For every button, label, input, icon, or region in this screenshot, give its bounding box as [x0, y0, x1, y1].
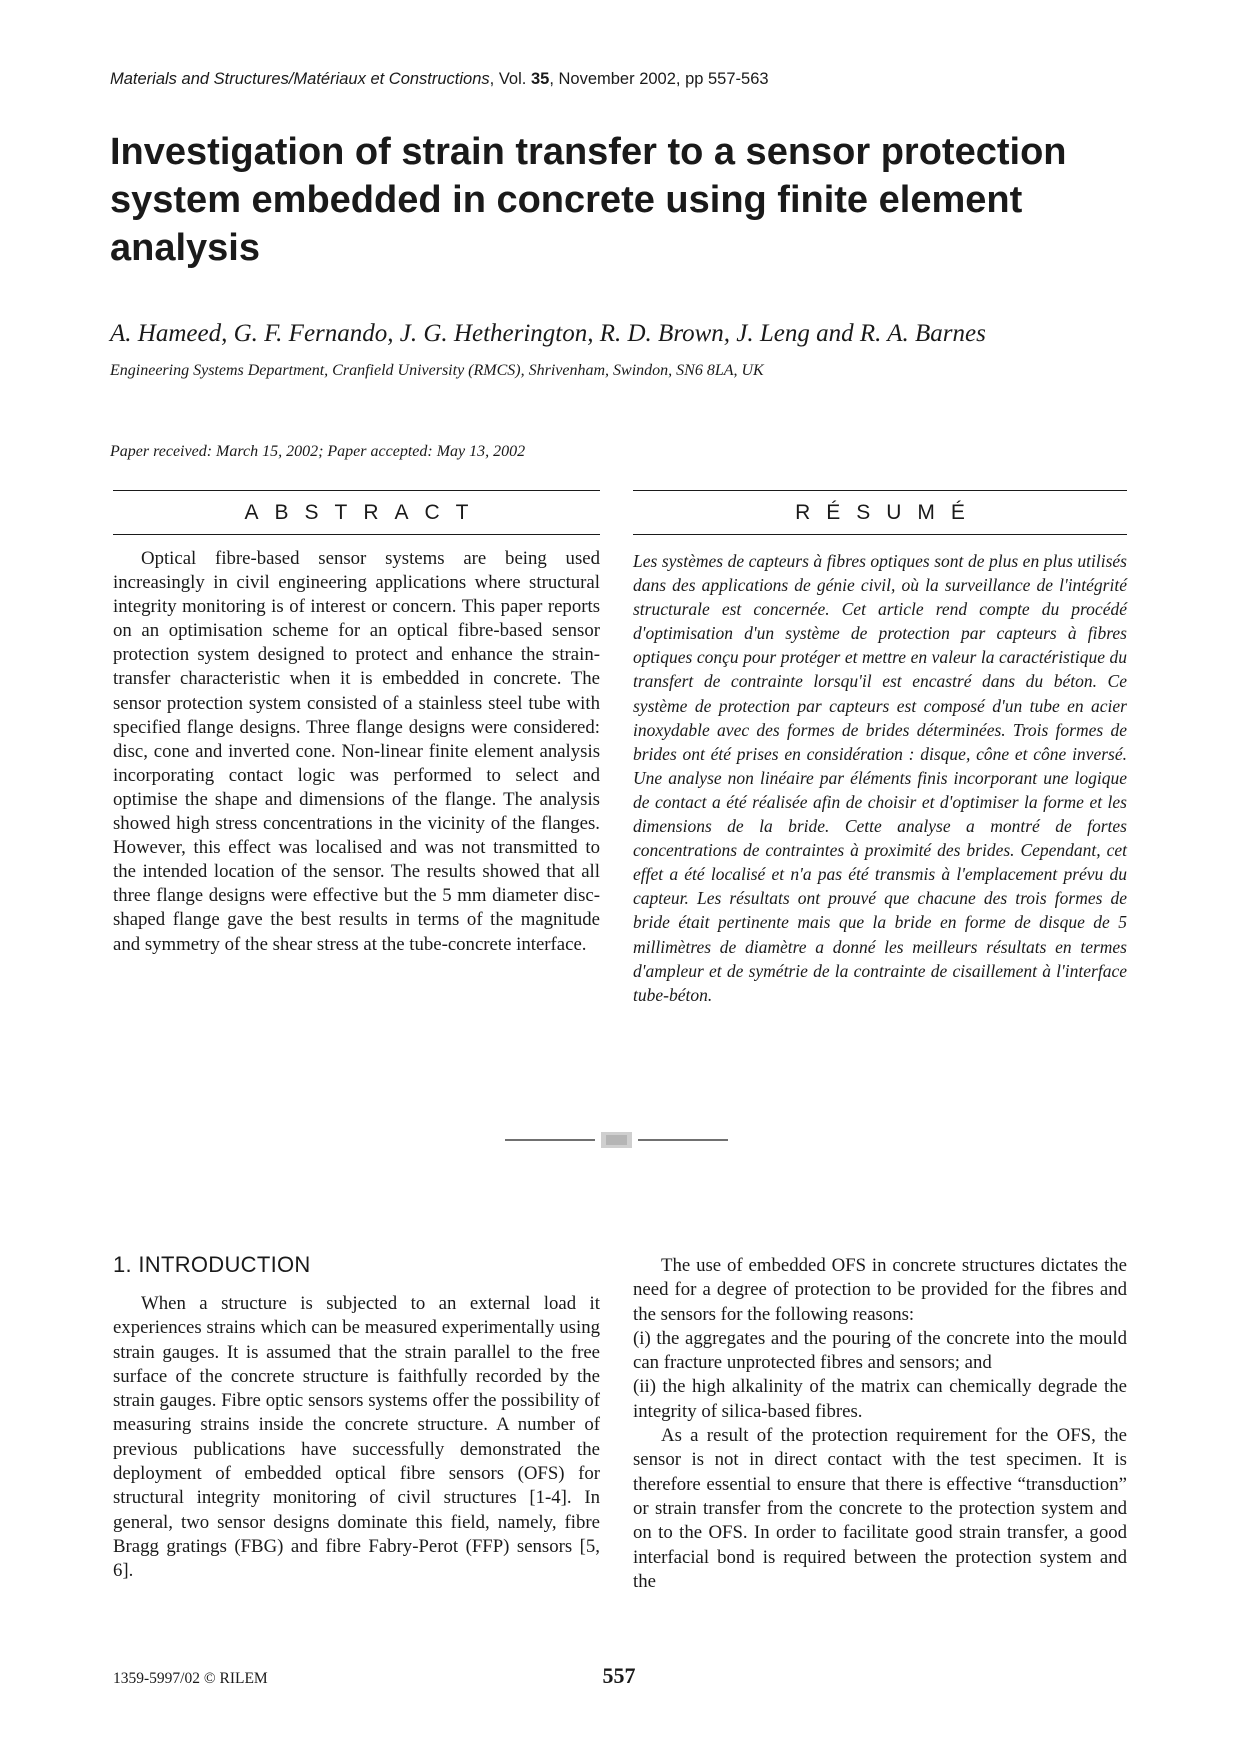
introduction-paragraph-1: When a structure is subjected to an external load it experiences strains which can be measured experimentally using strain gauges. It is assumed that the strain parallel to the free surface of the concrete structure is faithfully recorded by the strain gauges. Fibre optic sensors systems offer the possibility of measuring strains inside the concrete structure. A number of previous publications have successfully demonstrated the deployment of embedded optical fibre sensors (OFS) for structural integrity monitoring of civil structures [1-4]. In general, two sensor designs dominate this field, namely, fibre Bragg gratings (FBG) and fibre Fabry-Perot (FFP) sensors [5, 6].: [113, 1293, 600, 1582]
journal-name: Materials and Structures/Matériaux et Constructions: [110, 70, 490, 88]
author-list: A. Hameed, G. F. Fernando, J. G. Hetherington, R. D. Brown, J. Leng and R. A. Barnes: [110, 320, 986, 347]
section-divider-ornament: [505, 1130, 728, 1150]
volume-number: 35: [530, 70, 550, 88]
reason-item-2: (ii) the high alkalinity of the matrix can chemically degrade the integrity of silica-based fibres.: [633, 1376, 1127, 1422]
resume-body: Les systèmes de capteurs à fibres optiques sont de plus en plus utilisés dans des applications de génie civil, où la surveillance de l'intégrité structurale est concernée. Cet article rend compte du procédé d'optimisation d'un système de protection par capteurs à fibres optiques conçu pour protéger et mettre en valeur la caractéristique du transfert de contrainte lorsqu'il est encastré dans du béton. Ce système de protection par capteurs est composé d'un tube en acier inoxydable avec des formes de brides déterminées. Trois formes de brides ont été prises en considération : disque, cône et cône inversé. Une analyse non linéaire par éléments finis incorporant une logique de contact a été réalisée afin de choisir et d'optimiser la forme et les dimensions de la bride. Cette analyse a montré de fortes concentrations de contraintes à proximité des brides. Cependant, cet effet a été localisé et n'a pas été transmis à l'emplacement prévu du capteur. Les résultats ont prouvé que chacune des trois formes de bride était pertinente mais que la bride en forme de disque de 5 millimètres de diamètre a donné les meilleurs résultats en termes d'ampleur et de symétrie de la contrainte de cisaillement à l'interface tube-béton.: [633, 551, 1127, 1005]
issue-pages: , November 2002, pp 557-563: [549, 70, 769, 88]
journal-citation: [110, 70, 1110, 89]
abstract-heading-text: ABSTRACT: [244, 500, 485, 524]
reason-item-1: (i) the aggregates and the pouring of the concrete into the mould can fracture unprotected fibres and sensors; and: [633, 1327, 1127, 1374]
paper-dates: Paper received: March 15, 2002; Paper accepted: May 13, 2002: [110, 443, 526, 460]
issn-copyright: 1359-5997/02 © RILEM: [113, 1670, 268, 1687]
resume-heading: [633, 490, 1127, 535]
volume-prefix: , Vol.: [489, 70, 527, 88]
resume-heading-text: RÉSUMÉ: [795, 500, 981, 524]
abstract-heading: [113, 490, 600, 535]
introduction-heading: 1. INTRODUCTION: [113, 1252, 311, 1277]
abstract-body: Optical fibre-based sensor systems are being used increasingly in civil engineering applications where structural integrity monitoring is of interest or concern. This paper reports on an optimisation scheme for an optical fibre-based sensor protection system designed to protect and enhance the strain-transfer characteristic when it is embedded in concrete. The sensor protection system consisted of a stainless steel tube with specified flange designs. Three flange designs were considered: disc, cone and inverted cone. Non-linear finite element analysis incorporating contact logic was performed to select and optimise the shape and dimensions of the flange. The analysis showed high stress concentrations in the vicinity of the flanges. However, this effect was localised and was not transmitted to the intended location of the sensor. The results showed that all three flange designs were effective but the 5 mm diameter disc-shaped flange gave the best results in terms of the magnitude and symmetry of the shear stress at the tube-concrete interface.: [113, 548, 600, 955]
paper-title: Investigation of strain transfer to a sensor protection system embedded in concrete using finite element analysis: [110, 131, 1067, 269]
introduction-paragraph-2: The use of embedded OFS in concrete structures dictates the need for a degree of protection to be provided for the fibres and the sensors for the following reasons:: [633, 1255, 1127, 1325]
affiliation: Engineering Systems Department, Cranfield University (RMCS), Shrivenham, Swindon, SN6 8LA, UK: [110, 362, 764, 379]
introduction-right-column: [633, 1254, 1127, 1594]
page-number: 557: [602, 1663, 636, 1688]
introduction-paragraph-3: As a result of the protection requirement for the OFS, the sensor is not in direct contact with the test specimen. It is therefore essential to ensure that there is effective “transduction” or strain transfer from the concrete to the protection system and on to the OFS. In order to facilitate good strain transfer, a good interfacial bond is required between the protection system and the: [633, 1425, 1127, 1592]
